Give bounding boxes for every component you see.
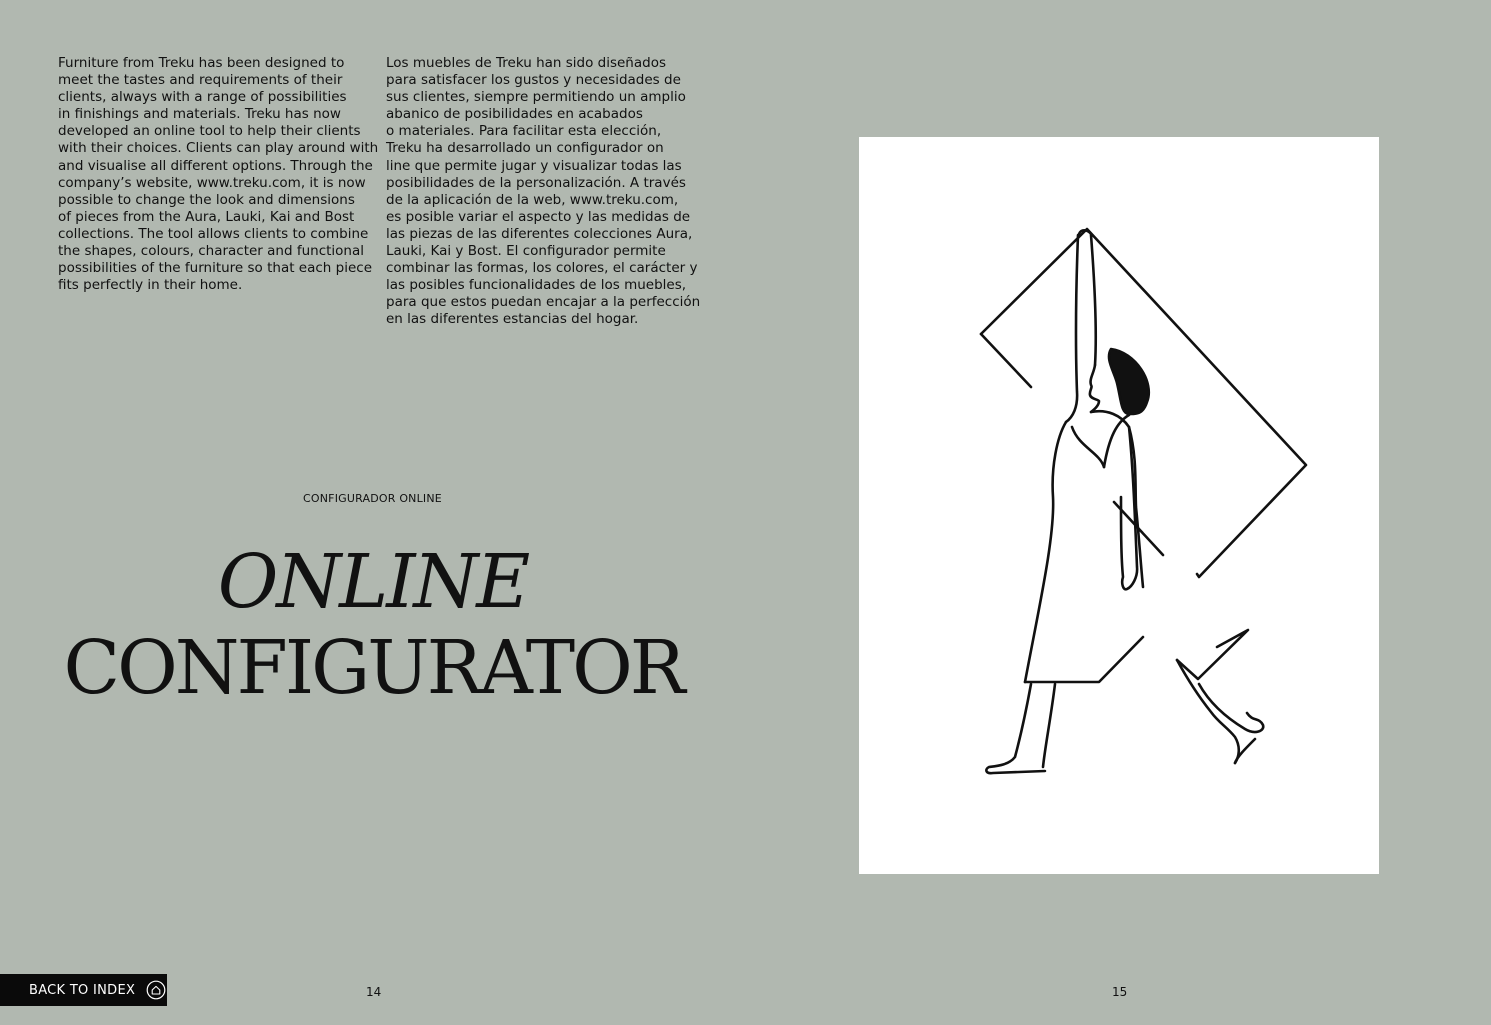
- body-text-english: [58, 55, 379, 294]
- body-text-line: las piezas de las diferentes colecciones Aura,: [386, 225, 693, 242]
- body-text-line: clients, always with a range of possibilities: [58, 89, 347, 106]
- body-text-line: of pieces from the Aura, Lauki, Kai and Bost: [58, 208, 355, 225]
- body-text-line: posibilidades de la personalización. A través: [386, 174, 686, 191]
- home-icon: [146, 980, 166, 1000]
- body-text-line: the shapes, colours, character and functional: [58, 243, 365, 260]
- body-text-line: es posible variar el aspecto y las medidas de: [386, 208, 691, 225]
- body-text-line: Los muebles de Treku han sido diseñados: [386, 55, 666, 71]
- body-text-line: Treku ha desarrollado un configurador on: [386, 140, 664, 157]
- illustration-panel: [859, 137, 1379, 874]
- body-text-line: possible to change the look and dimensions: [58, 191, 355, 208]
- body-text-line: Lauki, Kai y Bost. El configurador permite: [386, 243, 666, 260]
- body-text-line: en las diferentes estancias del hogar.: [386, 311, 639, 328]
- body-text-line: combinar las formas, los colores, el carácter y: [386, 260, 698, 277]
- body-text-line: fits perfectly in their home.: [58, 277, 243, 294]
- body-text-line: with their choices. Clients can play around with: [58, 140, 379, 157]
- page-number-left: 14: [366, 985, 382, 999]
- body-text-line: Furniture from Treku has been designed to: [58, 55, 345, 71]
- body-text-line: sus clientes, siempre permitiendo un amplio: [386, 89, 686, 106]
- section-kicker: CONFIGURADOR ONLINE: [303, 492, 442, 505]
- page-title-line-2: CONFIGURATOR: [63, 625, 683, 711]
- body-text-line: meet the tastes and requirements of their: [58, 72, 343, 89]
- body-text-line: para satisfacer los gustos y necesidades de: [386, 72, 681, 89]
- body-text-line: de la aplicación de la web, www.treku.com,: [386, 191, 679, 208]
- woman-with-frame-illustration: [859, 137, 1379, 874]
- body-text-line: developed an online tool to help their clients: [58, 123, 361, 140]
- frame-shape: [981, 229, 1306, 679]
- body-text-line: para que estos puedan encajar a la perfección: [386, 294, 701, 311]
- body-text-spanish: [386, 55, 706, 329]
- body-text-line: and visualise all different options. Through the: [58, 157, 373, 174]
- body-text-line: in finishings and materials. Treku has now: [58, 106, 341, 123]
- body-text-line: abanico de posibilidades en acabados: [386, 106, 643, 123]
- body-text-line: company’s website, www.treku.com, it is now: [58, 174, 366, 191]
- body-text-line: line que permite jugar y visualizar todas las: [386, 157, 682, 174]
- body-text-line: las posibles funcionalidades de los muebles,: [386, 277, 687, 294]
- back-to-index-label: BACK TO INDEX: [29, 982, 136, 998]
- back-to-index-button[interactable]: [0, 974, 167, 1006]
- body-text-line: collections. The tool allows clients to combine: [58, 225, 369, 242]
- body-text-line: o materiales. Para facilitar esta elección,: [386, 123, 662, 140]
- page-number-right: 15: [1112, 985, 1128, 999]
- body-text-line: possibilities of the furniture so that each piece: [58, 260, 373, 277]
- page-title-line-1: ONLINE: [217, 539, 529, 625]
